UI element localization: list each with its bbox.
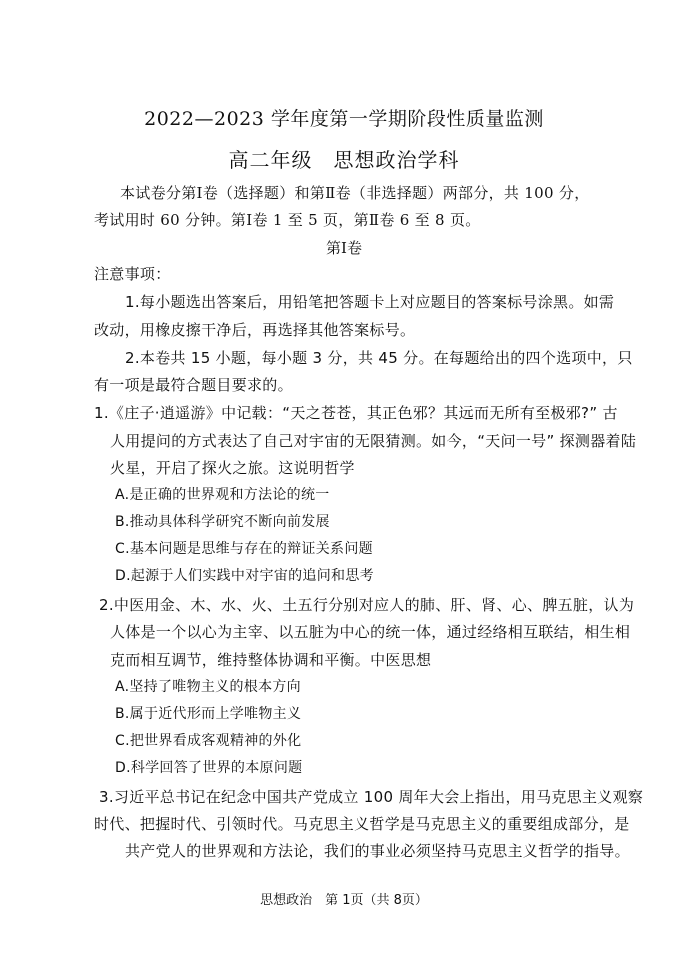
question-2-option-d: D.科学回答了世界的本原问题 — [115, 760, 303, 776]
note-2-line-2: 有一项是最符合题目要求的。 — [94, 376, 293, 394]
question-3-line-1: 3.习近平总书记在纪念中国共产党成立 100 周年大会上指出，用马克思主义观察 — [99, 788, 644, 806]
question-2-line-3: 克而相互调节，维持整体协调和平衡。中医思想 — [110, 651, 432, 669]
question-1-line-1: 1.《庄子·逍遥游》中记载：“天之苍苍，其正色邪？其远而无所有至极邪?” 古 — [94, 404, 618, 422]
question-3-line-3: 共产党人的世界观和方法论，我们的事业必须坚持马克思主义哲学的指导。 — [125, 842, 630, 860]
question-2-line-1: 2.中医用金、木、水、火、土五行分别对应人的肺、肝、肾、心、脾五脏，认为 — [99, 596, 635, 614]
question-1-option-d: D.起源于人们实践中对宇宙的追问和思考 — [115, 568, 374, 584]
note-1-line-1: 1.每小题选出答案后，用铅笔把答题卡上对应题目的答案标号涂黑。如需 — [125, 293, 615, 311]
question-2-option-c: C.把世界看成客观精神的外化 — [115, 733, 302, 749]
notes-heading: 注意事项： — [94, 265, 171, 283]
question-1-option-b: B.推动具体科学研究不断向前发展 — [115, 514, 330, 530]
exam-subtitle: 高二年级 思想政治学科 — [228, 148, 460, 172]
note-2-line-1: 2.本卷共 15 小题，每小题 3 分，共 45 分。在每题给出的四个选项中，只 — [125, 349, 633, 367]
part-title: 第Ⅰ卷 — [326, 239, 362, 257]
question-2-option-a: A.坚持了唯物主义的根本方向 — [115, 679, 301, 695]
question-1-option-a: A.是正确的世界观和方法论的统一 — [115, 487, 330, 503]
intro-line-1: 本试卷分第Ⅰ卷（选择题）和第Ⅱ卷（非选择题）两部分，共 100 分， — [120, 184, 590, 202]
intro-line-2: 考试用时 60 分钟。第Ⅰ卷 1 至 5 页，第Ⅱ卷 6 至 8 页。 — [94, 211, 481, 229]
question-1-option-c: C.基本问题是思维与存在的辩证关系问题 — [115, 541, 373, 557]
exam-title: 2022—2023 学年度第一学期阶段性质量监测 — [144, 108, 544, 130]
note-1-line-2: 改动，用橡皮擦干净后，再选择其他答案标号。 — [94, 321, 416, 339]
question-2-option-b: B.属于近代形而上学唯物主义 — [115, 706, 302, 722]
page-footer: 思想政治 第 1页（共 8页） — [260, 893, 428, 908]
question-1-line-3: 火星，开启了探火之旅。这说明哲学 — [110, 459, 355, 477]
question-3-line-2: 时代、把握时代、引领时代。马克思主义哲学是马克思主义的重要组成部分，是 — [94, 815, 630, 833]
question-2-line-2: 人体是一个以心为主宰、以五脏为中心的统一体，通过经络相互联结，相生相 — [110, 623, 631, 641]
question-1-line-2: 人用提问的方式表达了自己对宇宙的无限猜测。如今，“天问一号” 探测器着陆 — [110, 432, 637, 450]
